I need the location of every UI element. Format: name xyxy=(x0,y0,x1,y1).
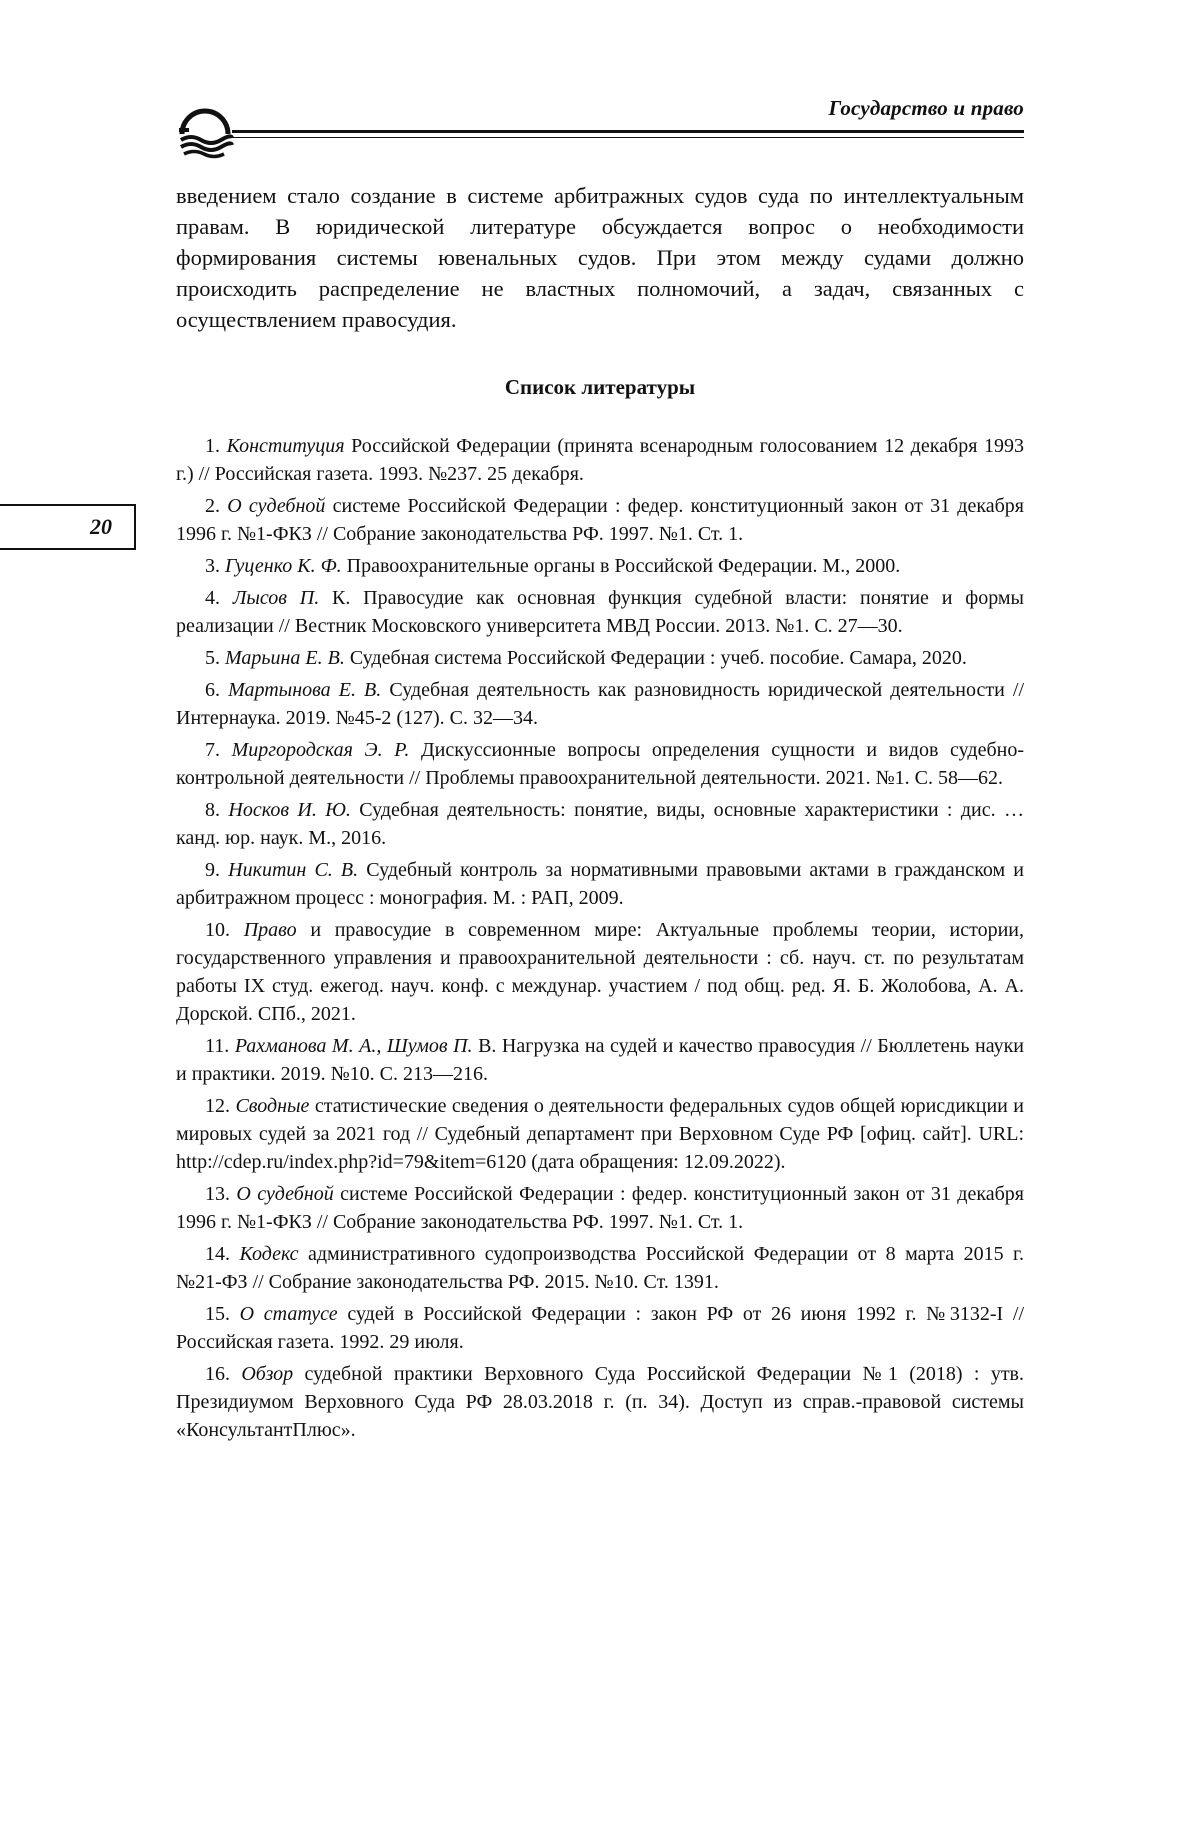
reference-lead: О статусе xyxy=(239,1303,338,1325)
reference-text: Судебная деятельность как разновидность юридической деятельности // Интернаука. 2019. №45-2 (127). С. 32—34. xyxy=(176,679,1025,729)
reference-text: Российской Федерации (принята всенародным голосованием 12 декабря 1993 г.) // Российская газета. 1993. №237. 25 декабря. xyxy=(176,435,1024,485)
reference-number: 12. xyxy=(205,1095,230,1117)
reference-number: 1. xyxy=(205,435,220,457)
reference-lead: Обзор xyxy=(241,1363,294,1385)
reference-lead: Право xyxy=(243,919,297,941)
reference-lead: Лысов П. xyxy=(232,587,320,609)
reference-item xyxy=(176,1300,1024,1356)
reference-item xyxy=(176,1092,1024,1176)
reference-number: 3. xyxy=(205,555,220,577)
reference-lead: Носков И. Ю. xyxy=(228,799,351,821)
reference-text: судебной практики Верховного Суда Российской Федерации №1 (2018) : утв. Президиумом Верховного Суда РФ 28.03.2018 г. (п. 34). Доступ из справ.-правовой системы «КонсультантПлюс». xyxy=(176,1363,1025,1441)
reference-item xyxy=(176,584,1024,640)
reference-item xyxy=(176,1360,1024,1444)
reference-item xyxy=(176,1240,1024,1296)
reference-text: К. Правосудие как основная функция судебной власти: понятие и формы реализации // Вестник Московского университета МВД России. 2013. №1. С. 27—30. xyxy=(176,587,1024,637)
reference-lead: Миргородская Э. Р. xyxy=(231,739,410,761)
reference-text: судей в Российской Федерации : закон РФ от 26 июня 1992 г. №3132-I // Российская газета. 1992. 29 июля. xyxy=(176,1303,1024,1353)
reference-item xyxy=(176,916,1024,1028)
references-heading: Список литературы xyxy=(504,375,696,399)
reference-lead: Никитин С. В. xyxy=(228,859,359,881)
reference-text: Правоохранительные органы в Российской Федерации. М., 2000. xyxy=(346,555,901,577)
reference-text: В. Нагрузка на судей и качество правосудия // Бюллетень науки и практики. 2019. №10. С. 213—216. xyxy=(176,1035,1025,1085)
reference-number: 8. xyxy=(205,799,220,821)
reference-lead: Марьина Е. В. xyxy=(225,647,345,669)
reference-item xyxy=(176,1180,1024,1236)
reference-text: системе Российской Федерации : федер. конституционный закон от 31 декабря 1996 г. №1-ФКЗ // Собрание законодательства РФ. 1997. №1. Ст. 1. xyxy=(176,495,1025,545)
running-header-title: Государство и право xyxy=(828,96,1024,120)
references-list xyxy=(176,432,1024,1444)
reference-number: 4. xyxy=(205,587,220,609)
reference-number: 10. xyxy=(205,919,230,941)
page-number: 20 xyxy=(0,504,136,550)
reference-lead: О судебной xyxy=(227,495,326,517)
reference-number: 16. xyxy=(205,1363,230,1385)
reference-number: 13. xyxy=(205,1183,230,1205)
reference-text: и правосудие в современном мире: Актуальные проблемы теории, истории, государственного управления и правоохранительной деятельности : сб. науч. ст. по результатам работы IX студ. ежегод. науч. конф. с междунар. участием / под общ. ред. Я. Б. Жолобова, А. А. Дорской. СПб., 2021. xyxy=(176,919,1024,1025)
reference-item xyxy=(176,552,1024,580)
reference-lead: Сводные xyxy=(235,1095,310,1117)
reference-text: Судебный контроль за нормативными правовыми актами в гражданском и арбитражном процесс : монография. М. : РАП, 2009. xyxy=(176,859,1025,909)
reference-text: статистические сведения о деятельности федеральных судов общей юрисдикции и мировых судей за 2021 год // Судебный департамент при Верховном Суде РФ [офиц. сайт]. URL: http://cdep.ru/index.php?id=79&item=6120 (дата обращения: 12.09.2022). xyxy=(176,1095,1024,1173)
reference-number: 5. xyxy=(205,647,220,669)
reference-number: 15. xyxy=(205,1303,230,1325)
reference-item xyxy=(176,676,1024,732)
reference-item xyxy=(176,644,1024,672)
reference-item xyxy=(176,492,1024,548)
reference-item xyxy=(176,796,1024,852)
reference-lead: Кодекс xyxy=(239,1243,299,1265)
reference-item xyxy=(176,856,1024,912)
reference-lead: Рахманова М. А., Шумов П. xyxy=(234,1035,473,1057)
reference-item xyxy=(176,1032,1024,1088)
reference-number: 7. xyxy=(205,739,220,761)
reference-number: 11. xyxy=(205,1035,230,1057)
reference-lead: Гуценко К. Ф. xyxy=(225,555,342,577)
reference-lead: О судебной xyxy=(236,1183,334,1205)
reference-text: административного судопроизводства Российской Федерации от 8 марта 2015 г. №21-ФЗ // Собрание законодательства РФ. 2015. №10. Ст. 1391. xyxy=(176,1243,1024,1293)
intro-paragraph: введением стало создание в системе арбитражных судов суда по интеллектуальным правам. В юридической литературе обсуждается вопрос о необходимости формирования системы ювенальных судов. При этом между судами должно происходить распределение не властных полномочий, а задач, связанных с осуществлением правосудия. xyxy=(176,183,1024,332)
reference-number: 6. xyxy=(205,679,220,701)
reference-lead: Мартынова Е. В. xyxy=(228,679,382,701)
reference-text: системе Российской Федерации : федер. конституционный закон от 31 декабря 1996 г. №1-ФКЗ // Собрание законодательства РФ. 1997. №1. Ст. 1. xyxy=(176,1183,1024,1233)
header-rule-thin xyxy=(232,137,1024,138)
reference-number: 9. xyxy=(205,859,220,881)
reference-text: Судебная деятельность: понятие, виды, основные характеристики : дис. … канд. юр. наук. М., 2016. xyxy=(176,799,1025,849)
reference-item xyxy=(176,432,1024,488)
journal-wave-logo-icon xyxy=(176,104,234,160)
reference-number: 2. xyxy=(205,495,220,517)
reference-item xyxy=(176,736,1024,792)
reference-lead: Конституция xyxy=(226,435,345,457)
reference-text: Дискуссионные вопросы определения сущности и видов судебно-контрольной деятельности // Проблемы правоохранительной деятельности. 2021. №1. С. 58—62. xyxy=(176,739,1025,789)
reference-text: Судебная система Российской Федерации : учеб. пособие. Самара, 2020. xyxy=(349,647,967,669)
header-rule-thick xyxy=(232,130,1024,133)
reference-number: 14. xyxy=(205,1243,230,1265)
page-content xyxy=(176,180,1024,1448)
